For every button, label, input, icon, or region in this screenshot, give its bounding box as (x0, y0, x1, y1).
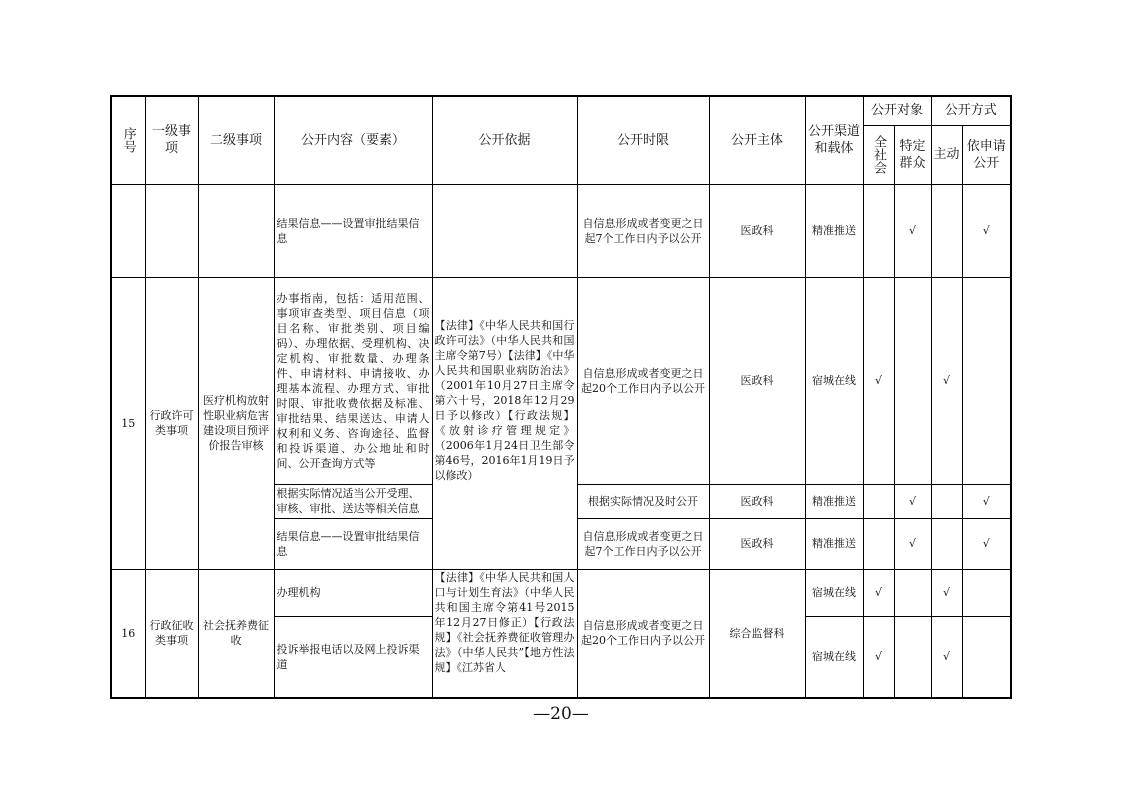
method-active-check: √ (931, 277, 962, 484)
header-method-request: 依申请公开 (962, 125, 1011, 184)
target-all-check (863, 484, 894, 518)
target-specific-check (894, 616, 931, 698)
header-target-all: 全社会 (863, 125, 894, 184)
method-request-check: √ (962, 184, 1011, 277)
subject-cell: 医政科 (709, 484, 805, 518)
content-cell: 办事指南，包括：适用范围、事项审查类型、项目信息（项目名称、审批类别、项目编码）、办理依据、受理机构、决定机构、审批数量、办理条件、申请材料、申请接收、办理基本流程、办理方式、审批时限、审批收费依据及标准、审批结果、结果送达、申请人权利和义务、咨询途径、监督和投诉渠道、办公地址和时间、公开查询方式等 (274, 277, 432, 484)
header-channel: 公开渠道和载体 (805, 96, 863, 184)
page-number: —20— (533, 704, 589, 724)
basis-cell: 【法律】《中华人民共和国行政许可法》（中华人民共和国主席令第7号）【法律】《中华人民共和国职业病防治法》（2001年10月27日主席令第六十号，2018年12月29日予以修改）【行政法规】《放射诊疗管理规定》（2006年1月24日卫生部令第46号，2016年1月19日予以修改） (432, 277, 577, 569)
method-request-check (962, 616, 1011, 698)
channel-cell: 宿城在线 (805, 616, 863, 698)
time-cell: 自信息形成或者变更之日起20个工作日内予以公开 (577, 569, 709, 698)
target-specific-check: √ (894, 184, 931, 277)
subject-cell: 医政科 (709, 184, 805, 277)
channel-cell: 宿城在线 (805, 277, 863, 484)
content-cell: 结果信息——设置审批结果信息 (274, 518, 432, 569)
target-all-check (863, 184, 894, 277)
header-method: 公开方式 (931, 96, 1011, 125)
level2-cell: 社会抚养费征收 (198, 569, 274, 698)
subject-cell: 医政科 (709, 277, 805, 484)
header-subject: 公开主体 (709, 96, 805, 184)
header-method-active: 主动 (931, 125, 962, 184)
header-time: 公开时限 (577, 96, 709, 184)
time-cell: 自信息形成或者变更之日起7个工作日内予以公开 (577, 184, 709, 277)
level2-cell (198, 184, 274, 277)
header-target-specific: 特定群众 (894, 125, 931, 184)
content-cell: 办理机构 (274, 569, 432, 616)
target-specific-check (894, 569, 931, 616)
table-row (111, 277, 1011, 484)
level1-cell (145, 184, 198, 277)
target-specific-check: √ (894, 484, 931, 518)
target-specific-check (894, 277, 931, 484)
time-cell: 自信息形成或者变更之日起20个工作日内予以公开 (577, 277, 709, 484)
subject-cell: 医政科 (709, 518, 805, 569)
target-all-check (863, 518, 894, 569)
target-specific-check: √ (894, 518, 931, 569)
channel-cell: 精准推送 (805, 484, 863, 518)
header-basis: 公开依据 (432, 96, 577, 184)
seq-cell: 15 (111, 277, 145, 569)
time-cell: 自信息形成或者变更之日起7个工作日内予以公开 (577, 518, 709, 569)
level1-cell: 行政征收类事项 (145, 569, 198, 698)
method-active-check: √ (931, 569, 962, 616)
target-all-check: √ (863, 569, 894, 616)
header-level2: 二级事项 (198, 96, 274, 184)
level1-cell: 行政许可类事项 (145, 277, 198, 569)
basis-cell (432, 184, 577, 277)
header-content: 公开内容（要素） (274, 96, 432, 184)
content-cell: 根据实际情况适当公开受理、审核、审批、送达等相关信息 (274, 484, 432, 518)
method-request-check: √ (962, 518, 1011, 569)
method-request-check (962, 277, 1011, 484)
method-active-check: √ (931, 616, 962, 698)
basis-cell: 【法律】《中华人民共和国人口与计划生育法》（中华人民共和国主席令第41号2015年12月27日修正）【行政法规】《社会抚养费征收管理办法》（中华人民共”【地方性法规】《江苏省人 (432, 569, 577, 698)
method-request-check (962, 569, 1011, 616)
time-cell: 根据实际情况及时公开 (577, 484, 709, 518)
header-level1: 一级事项 (145, 96, 198, 184)
header-target: 公开对象 (863, 96, 931, 125)
table-row (111, 184, 1011, 277)
channel-cell: 精准推送 (805, 184, 863, 277)
method-request-check: √ (962, 484, 1011, 518)
header-seq: 序号 (111, 96, 145, 184)
subject-cell: 综合监督科 (709, 569, 805, 698)
target-all-check: √ (863, 616, 894, 698)
level2-cell: 医疗机构放射性职业病危害建设项目预评价报告审核 (198, 277, 274, 569)
seq-cell: 16 (111, 569, 145, 698)
content-cell: 结果信息——设置审批结果信息 (274, 184, 432, 277)
disclosure-table (110, 95, 1012, 699)
channel-cell: 精准推送 (805, 518, 863, 569)
method-active-check (931, 484, 962, 518)
method-active-check (931, 184, 962, 277)
target-all-check: √ (863, 277, 894, 484)
table-row (111, 569, 1011, 616)
content-cell: 投诉举报电话以及网上投诉渠道 (274, 616, 432, 698)
method-active-check (931, 518, 962, 569)
seq-cell (111, 184, 145, 277)
channel-cell: 宿城在线 (805, 569, 863, 616)
